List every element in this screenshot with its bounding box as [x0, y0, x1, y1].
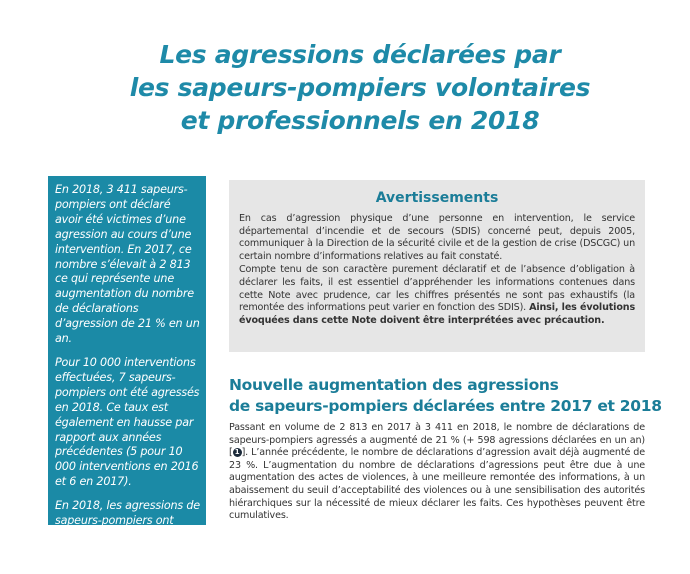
- title-line: et professionnels en 2018: [180, 106, 540, 135]
- body-text-start: Passant en volume de 2 813 en 2017 à 3 411 en 2018, le nombre de déclarations de sapeurs-pompiers agressés a augmenté de 21 % (+ 598 agressions déclarées en un an) [: [229, 422, 645, 459]
- warning-paragraph: En cas d’agression physique d’une personne en intervention, le service départemental d’incendie et de secours (SDIS) concerné peut, depuis 2005, communiquer à la Direction de la sécurité civile et de la gestion de crise (DSCGC) un certain nombre d’informations relatives au fait constaté.: [239, 213, 635, 262]
- warning-text: Compte tenu de son caractère purement déclaratif et de l’absence d’obligation à déclarer les faits, il est essentiel d’appréhender les informations contenues dans cette Note avec prudence, car les chiffres présentés ne sont pas exhaustifs (la remontée des informations peut varier en fonction des SDIS).: [239, 264, 635, 314]
- title-line: les sapeurs-pompiers volontaires: [129, 73, 591, 102]
- warning-title: Avertissements: [375, 190, 499, 206]
- page-title: [60, 38, 660, 137]
- section-heading: [229, 375, 662, 417]
- body-paragraph: [229, 422, 645, 523]
- reference-marker[interactable]: 1: [233, 448, 242, 457]
- title-line: Les agressions déclarées par: [159, 40, 561, 69]
- body-text-end: ]. L’année précédente, le nombre de déclarations d’agression avait déjà augmenté de 23 %. L’augmentation du nombre de déclarations d’agressions peut être due à une augmentation des actes de violences, à une meilleure remontée des informations, à un abaissement du seuil d’acceptabilité des violences ou à une sensibilisation des autorités hiérarchiques sur la nécessité de mieux déclarer les faits. Ces hypothèses peuvent être cumulatives.: [229, 447, 645, 522]
- section-heading-line: Nouvelle augmentation des agressions: [229, 376, 559, 394]
- warning-box: [229, 180, 645, 352]
- warning-paragraph: [239, 264, 635, 327]
- summary-paragraph: En 2018, les agressions de sapeurs-pompiers ont donné lieu à 1 424 journées d’arrêt de travail. Ce nombre est en: [55, 499, 200, 572]
- warning-emphasis: Ainsi, les évolutions évoquées dans cette Note doivent être interprétées avec précaution.: [239, 302, 635, 326]
- section-heading-line: de sapeurs-pompiers déclarées entre 2017 et 2018: [229, 397, 662, 415]
- summary-paragraph: En 2018, 3 411 sapeurs-pompiers ont déclaré avoir été victimes d’une agression au cours d’une intervention. En 2017, ce nombre s’élevait à 2 813 ce qui représente une augmentation du nombre de déclarations d’agression de 21 % en un an.: [55, 183, 200, 346]
- section-body: [229, 422, 645, 523]
- summary-paragraph: Pour 10 000 interventions effectuées, 7 sapeurs-pompiers ont été agressés en 2018. Ce taux est également en hausse par rapport aux années précédentes (5 pour 10 000 interventions en 2016 et 6 en 2017).: [55, 355, 200, 489]
- summary-sidebar: [48, 176, 206, 572]
